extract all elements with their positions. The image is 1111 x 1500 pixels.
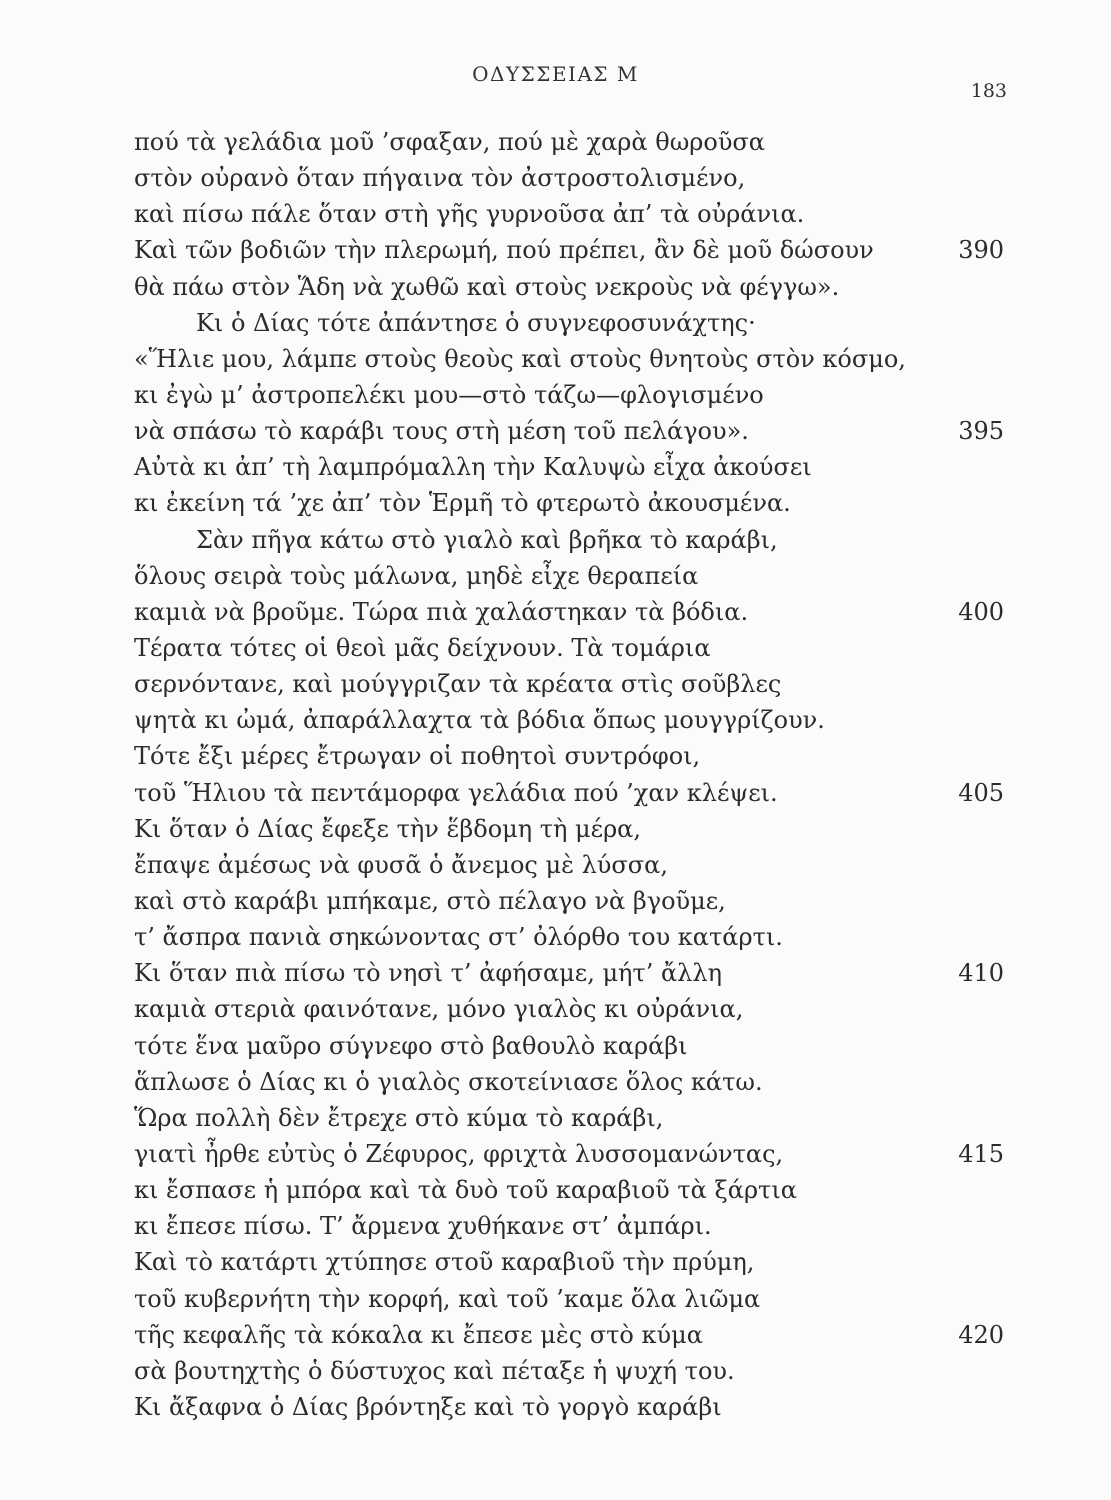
verse-line xyxy=(134,811,1004,847)
verse-line xyxy=(134,919,1004,955)
line-number: 410 xyxy=(958,959,1004,988)
verse-line xyxy=(134,160,1004,196)
verse-text: ἅπλωσε ὁ Δίας κι ὁ γιαλὸς σκοτείνιασε ὅλος κάτω. xyxy=(134,1067,763,1096)
verse-line xyxy=(134,666,1004,702)
verse-text: καμιὰ νὰ βροῦμε. Τώρα πιὰ χαλάστηκαν τὰ βόδια. xyxy=(134,597,749,626)
verse-text: Ὥρα πολλὴ δὲν ἔτρεχε στὸ κύμα τὸ καράβι, xyxy=(134,1103,664,1132)
line-number: 400 xyxy=(958,597,1004,626)
page-number: 183 xyxy=(970,80,1007,102)
verse-text: Καὶ τὸ κατάρτι χτύπησε στοῦ καραβιοῦ τὴν πρύμη, xyxy=(134,1248,755,1277)
verse-line xyxy=(134,1136,1004,1172)
poem-text xyxy=(134,124,1004,1425)
verse-text: Τέρατα τότες οἱ θεοὶ μᾶς δείχνουν. Τὰ τομάρια xyxy=(134,633,711,662)
verse-line xyxy=(134,594,1004,630)
verse-text: Καὶ τῶν βοδιῶν τὴν πλερωμή, πού πρέπει, ἂν δὲ μοῦ δώσουν xyxy=(134,236,874,265)
verse-line xyxy=(134,1244,1004,1280)
verse-line xyxy=(134,991,1004,1027)
verse-line xyxy=(134,1064,1004,1100)
verse-line xyxy=(134,1208,1004,1244)
verse-line xyxy=(134,1353,1004,1389)
running-head: ΟΔΥΣΣΕΙΑΣ Μ xyxy=(472,62,639,86)
verse-text: ὅλους σειρὰ τοὺς μάλωνα, μηδὲ εἶχε θεραπεία xyxy=(134,561,699,590)
verse-line xyxy=(134,1100,1004,1136)
verse-line xyxy=(134,955,1004,991)
verse-line xyxy=(134,377,1004,413)
verse-text: τοῦ Ἥλιου τὰ πεντάμορφα γελάδια πού ’χαν κλέψει. xyxy=(134,778,778,807)
verse-text: Κι ὁ Δίας τότε ἀπάντησε ὁ συγνεφοσυνάχτης· xyxy=(196,308,756,337)
line-number: 395 xyxy=(958,417,1004,446)
verse-line xyxy=(134,847,1004,883)
verse-text: τότε ἕνα μαῦρο σύγνεφο στὸ βαθουλὸ καράβι xyxy=(134,1031,688,1060)
verse-text: καὶ πίσω πάλε ὅταν στὴ γῆς γυρνοῦσα ἀπ’ τὰ οὐράνια. xyxy=(134,200,805,229)
verse-line xyxy=(134,124,1004,160)
line-number: 420 xyxy=(958,1320,1004,1349)
verse-line xyxy=(134,1281,1004,1317)
line-number: 390 xyxy=(958,236,1004,265)
verse-text: νὰ σπάσω τὸ καράβι τους στὴ μέση τοῦ πελάγου». xyxy=(134,417,749,446)
verse-line xyxy=(134,522,1004,558)
verse-line xyxy=(134,1389,1004,1425)
verse-line xyxy=(134,883,1004,919)
verse-text: καμιὰ στεριὰ φαινότανε, μόνο γιαλὸς κι οὐράνια, xyxy=(134,995,744,1024)
verse-text: κι ἔπεσε πίσω. Τ’ ἄρμενα χυθήκανε στ’ ἀμπάρι. xyxy=(134,1212,712,1241)
verse-text: Σὰν πῆγα κάτω στὸ γιαλὸ καὶ βρῆκα τὸ καράβι, xyxy=(196,525,778,554)
line-number: 415 xyxy=(958,1139,1004,1168)
verse-text: κι ἐγὼ μ’ ἀστροπελέκι μου—στὸ τάζω—φλογισμένο xyxy=(134,380,764,409)
verse-text: σὰ βουτηχτὴς ὁ δύστυχος καὶ πέταξε ἡ ψυχή του. xyxy=(134,1356,735,1385)
verse-text: Αὐτὰ κι ἀπ’ τὴ λαμπρόμαλλη τὴν Καλυψὼ εἶχα ἀκούσει xyxy=(134,453,812,482)
verse-text: σερνόντανε, καὶ μούγγριζαν τὰ κρέατα στὶς σοῦβλες xyxy=(134,670,782,699)
verse-line xyxy=(134,196,1004,232)
verse-text: ψητὰ κι ὠμά, ἀπαράλλαχτα τὰ βόδια ὅπως μουγγρίζουν. xyxy=(134,706,825,735)
verse-line xyxy=(134,449,1004,485)
verse-line xyxy=(134,305,1004,341)
verse-text: ἔπαψε ἀμέσως νὰ φυσᾶ ὁ ἄνεμος μὲ λύσσα, xyxy=(134,850,668,879)
verse-text: κι ἔσπασε ἡ μπόρα καὶ τὰ δυὸ τοῦ καραβιοῦ τὰ ξάρτια xyxy=(134,1176,797,1205)
verse-line xyxy=(134,232,1004,268)
verse-text: τ’ ἄσπρα πανιὰ σηκώνοντας στ’ ὀλόρθο του κατάρτι. xyxy=(134,923,783,952)
verse-text: Κι ὅταν πιὰ πίσω τὸ νησὶ τ’ ἀφήσαμε, μήτ’ ἄλλη xyxy=(134,959,722,988)
verse-text: πού τὰ γελάδια μοῦ ’σφαξαν, πού μὲ χαρὰ θωροῦσα xyxy=(134,128,766,156)
verse-line xyxy=(134,1317,1004,1353)
verse-line xyxy=(134,413,1004,449)
verse-text: κι ἐκείνη τά ’χε ἀπ’ τὸν Ἑρμῆ τὸ φτερωτὸ ἀκουσμένα. xyxy=(134,489,791,518)
verse-text: Τότε ἔξι μέρες ἔτρωγαν οἱ ποθητοὶ συντρόφοι, xyxy=(134,742,701,771)
verse-line xyxy=(134,1172,1004,1208)
verse-line xyxy=(134,485,1004,521)
line-number: 405 xyxy=(958,778,1004,807)
verse-text: τῆς κεφαλῆς τὰ κόκαλα κι ἔπεσε μὲς στὸ κύμα xyxy=(134,1320,703,1349)
verse-text: στὸν οὐρανὸ ὅταν πήγαινα τὸν ἀστροστολισμένο, xyxy=(134,164,746,193)
verse-line xyxy=(134,269,1004,305)
verse-line xyxy=(134,738,1004,774)
verse-text: «Ἥλιε μου, λάμπε στοὺς θεοὺς καὶ στοὺς θνητοὺς στὸν κόσμο, xyxy=(134,344,906,373)
verse-line xyxy=(134,775,1004,811)
verse-text: καὶ στὸ καράβι μπήκαμε, στὸ πέλαγο νὰ βγοῦμε, xyxy=(134,886,726,915)
verse-line xyxy=(134,630,1004,666)
verse-line xyxy=(134,702,1004,738)
verse-text: θὰ πάω στὸν Ἅδη νὰ χωθῶ καὶ στοὺς νεκροὺς νὰ φέγγω». xyxy=(134,272,840,301)
verse-line xyxy=(134,341,1004,377)
verse-line xyxy=(134,558,1004,594)
verse-text: Κι ὅταν ὁ Δίας ἔφεξε τὴν ἕβδομη τὴ μέρα, xyxy=(134,814,642,843)
verse-line xyxy=(134,1028,1004,1064)
verse-text: Κι ἄξαφνα ὁ Δίας βρόντηξε καὶ τὸ γοργὸ καράβι xyxy=(134,1392,722,1421)
verse-text: γιατὶ ἦρθε εὐτὺς ὁ Ζέφυρος, φριχτὰ λυσσομανώντας, xyxy=(134,1139,784,1168)
verse-text: τοῦ κυβερνήτη τὴν κορφή, καὶ τοῦ ’καμε ὅλα λιῶμα xyxy=(134,1284,761,1313)
